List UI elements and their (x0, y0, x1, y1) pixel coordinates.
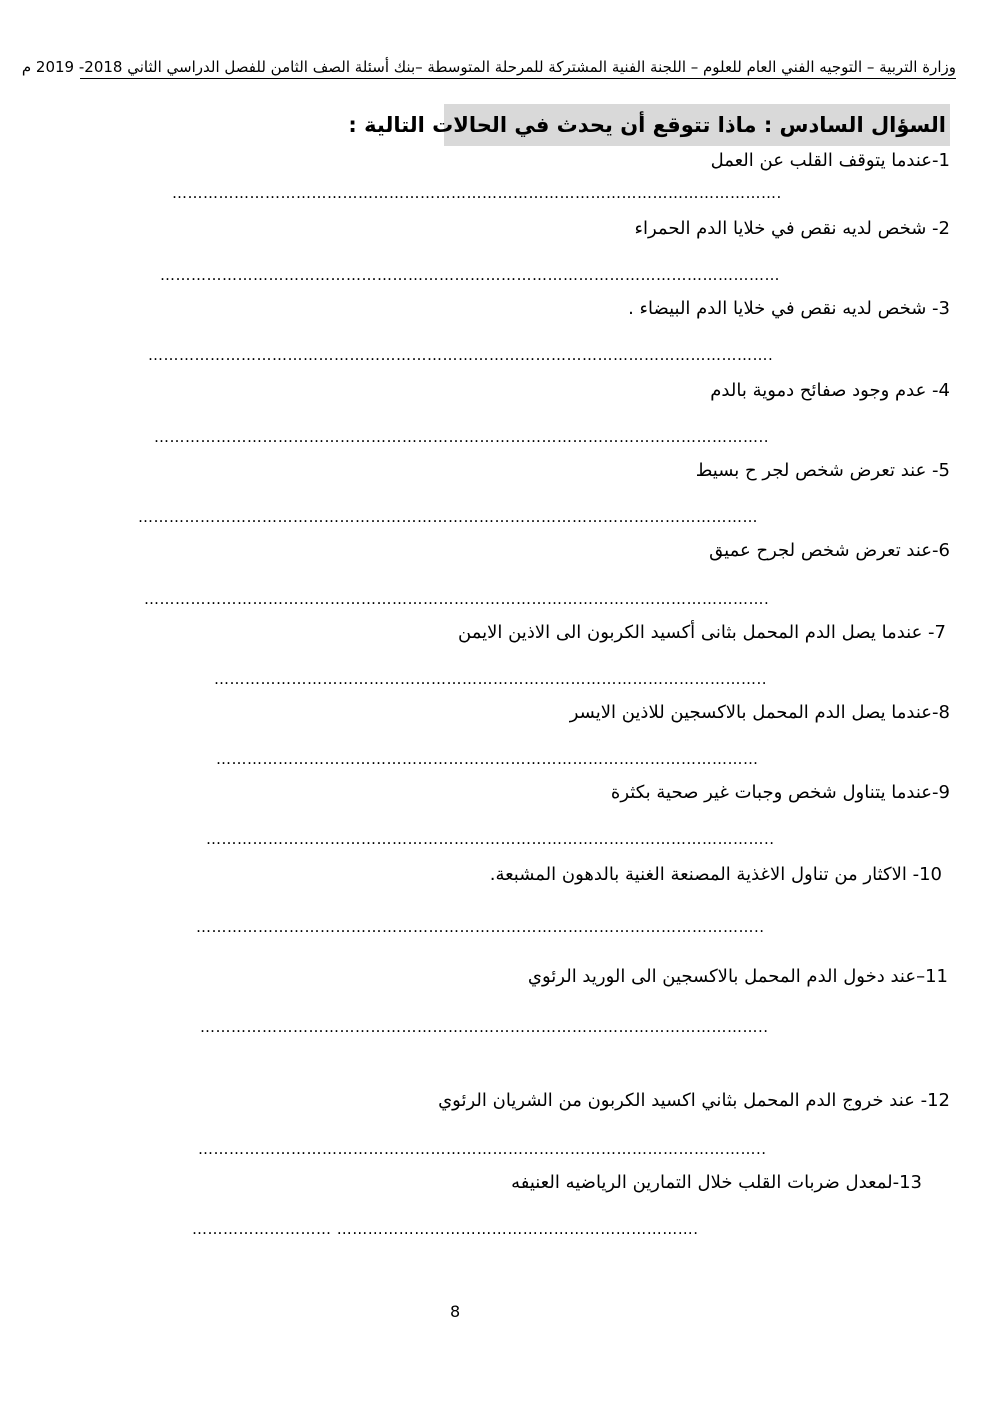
answer-line-10[interactable]: ……………………………………………………………………………………………….. (196, 918, 765, 936)
answer-line-5[interactable]: ………………………………………………………………………………………………………… (138, 508, 758, 526)
question-item-5: 5- عند تعرض شخص لجر ح بسيط (695, 460, 950, 481)
question-title: السؤال السادس : ماذا تتوقع أن يحدث في الحالات التالية : (444, 104, 950, 146)
answer-line-9[interactable]: ……………………………………………………………………………………………….. (206, 830, 775, 848)
question-item-10: 10- الاكثار من تناول الاغذية المصنعة الغنية بالدهون المشبعة. (489, 864, 942, 885)
answer-line-11[interactable]: ……………………………………………………………………………………………….. (200, 1018, 769, 1036)
answer-line-2[interactable]: ………………………………………………………………………………………………………… (160, 266, 780, 284)
question-item-11: 11–عند دخول الدم المحمل بالاكسجين الى الوريد الرئوي (527, 966, 948, 987)
question-item-4: 4- عدم وجود صفائح دموية بالدم (710, 380, 950, 401)
question-item-13: 13-لمعدل ضربات القلب خلال التمارين الرياضيه العنيفه (511, 1172, 922, 1193)
answer-line-12[interactable]: ……………………………………………………………………………………………….. (198, 1140, 767, 1158)
page-number: 8 (450, 1302, 461, 1321)
answer-line-7[interactable]: …………………………………………………………………………………………….. (214, 670, 768, 688)
question-item-9: 9-عندما يتناول شخص وجبات غير صحية بكثرة (610, 782, 950, 803)
answer-line-8[interactable]: …………………………………………………………………………………………… (216, 750, 759, 768)
answer-line-1[interactable]: ………………………………………………………………………………………………………. (172, 184, 782, 202)
answer-line-4[interactable]: ……………………………………………………………………………………………………….. (154, 428, 770, 446)
question-item-12: 12- عند خروج الدم المحمل بثاني اكسيد الكربون من الشريان الرئوي (438, 1090, 950, 1111)
answer-line-13[interactable]: ……………………… ……………………………………………………………. (192, 1220, 699, 1238)
answer-line-6[interactable]: …………………………………………………………………………………………………………. (144, 590, 770, 608)
question-item-1: 1-عندما يتوقف القلب عن العمل (710, 150, 950, 171)
question-item-8: 8-عندما يصل الدم المحمل بالاكسجين للاذين الايسر (569, 702, 950, 723)
question-item-2: 2- شخص لديه نقص في خلايا الدم الحمراء (634, 218, 950, 239)
page-header: وزارة التربية – التوجيه الفني العام للعلوم – اللجنة الفنية المشتركة للمرحلة المتوسطة –بنك أسئلة الصف الثامن للفصل الدراسي الثاني 2018- 2019 م (80, 56, 956, 79)
question-item-3: 3- شخص لديه نقص في خلايا الدم البيضاء . (628, 298, 950, 319)
answer-line-3[interactable]: …………………………………………………………………………………………………………. (148, 346, 774, 364)
question-item-7: 7- عندما يصل الدم المحمل بثانى أكسيد الكربون الى الاذين الايمن (458, 622, 946, 643)
question-item-6: 6-عند تعرض شخص لجرح عميق (709, 540, 950, 561)
